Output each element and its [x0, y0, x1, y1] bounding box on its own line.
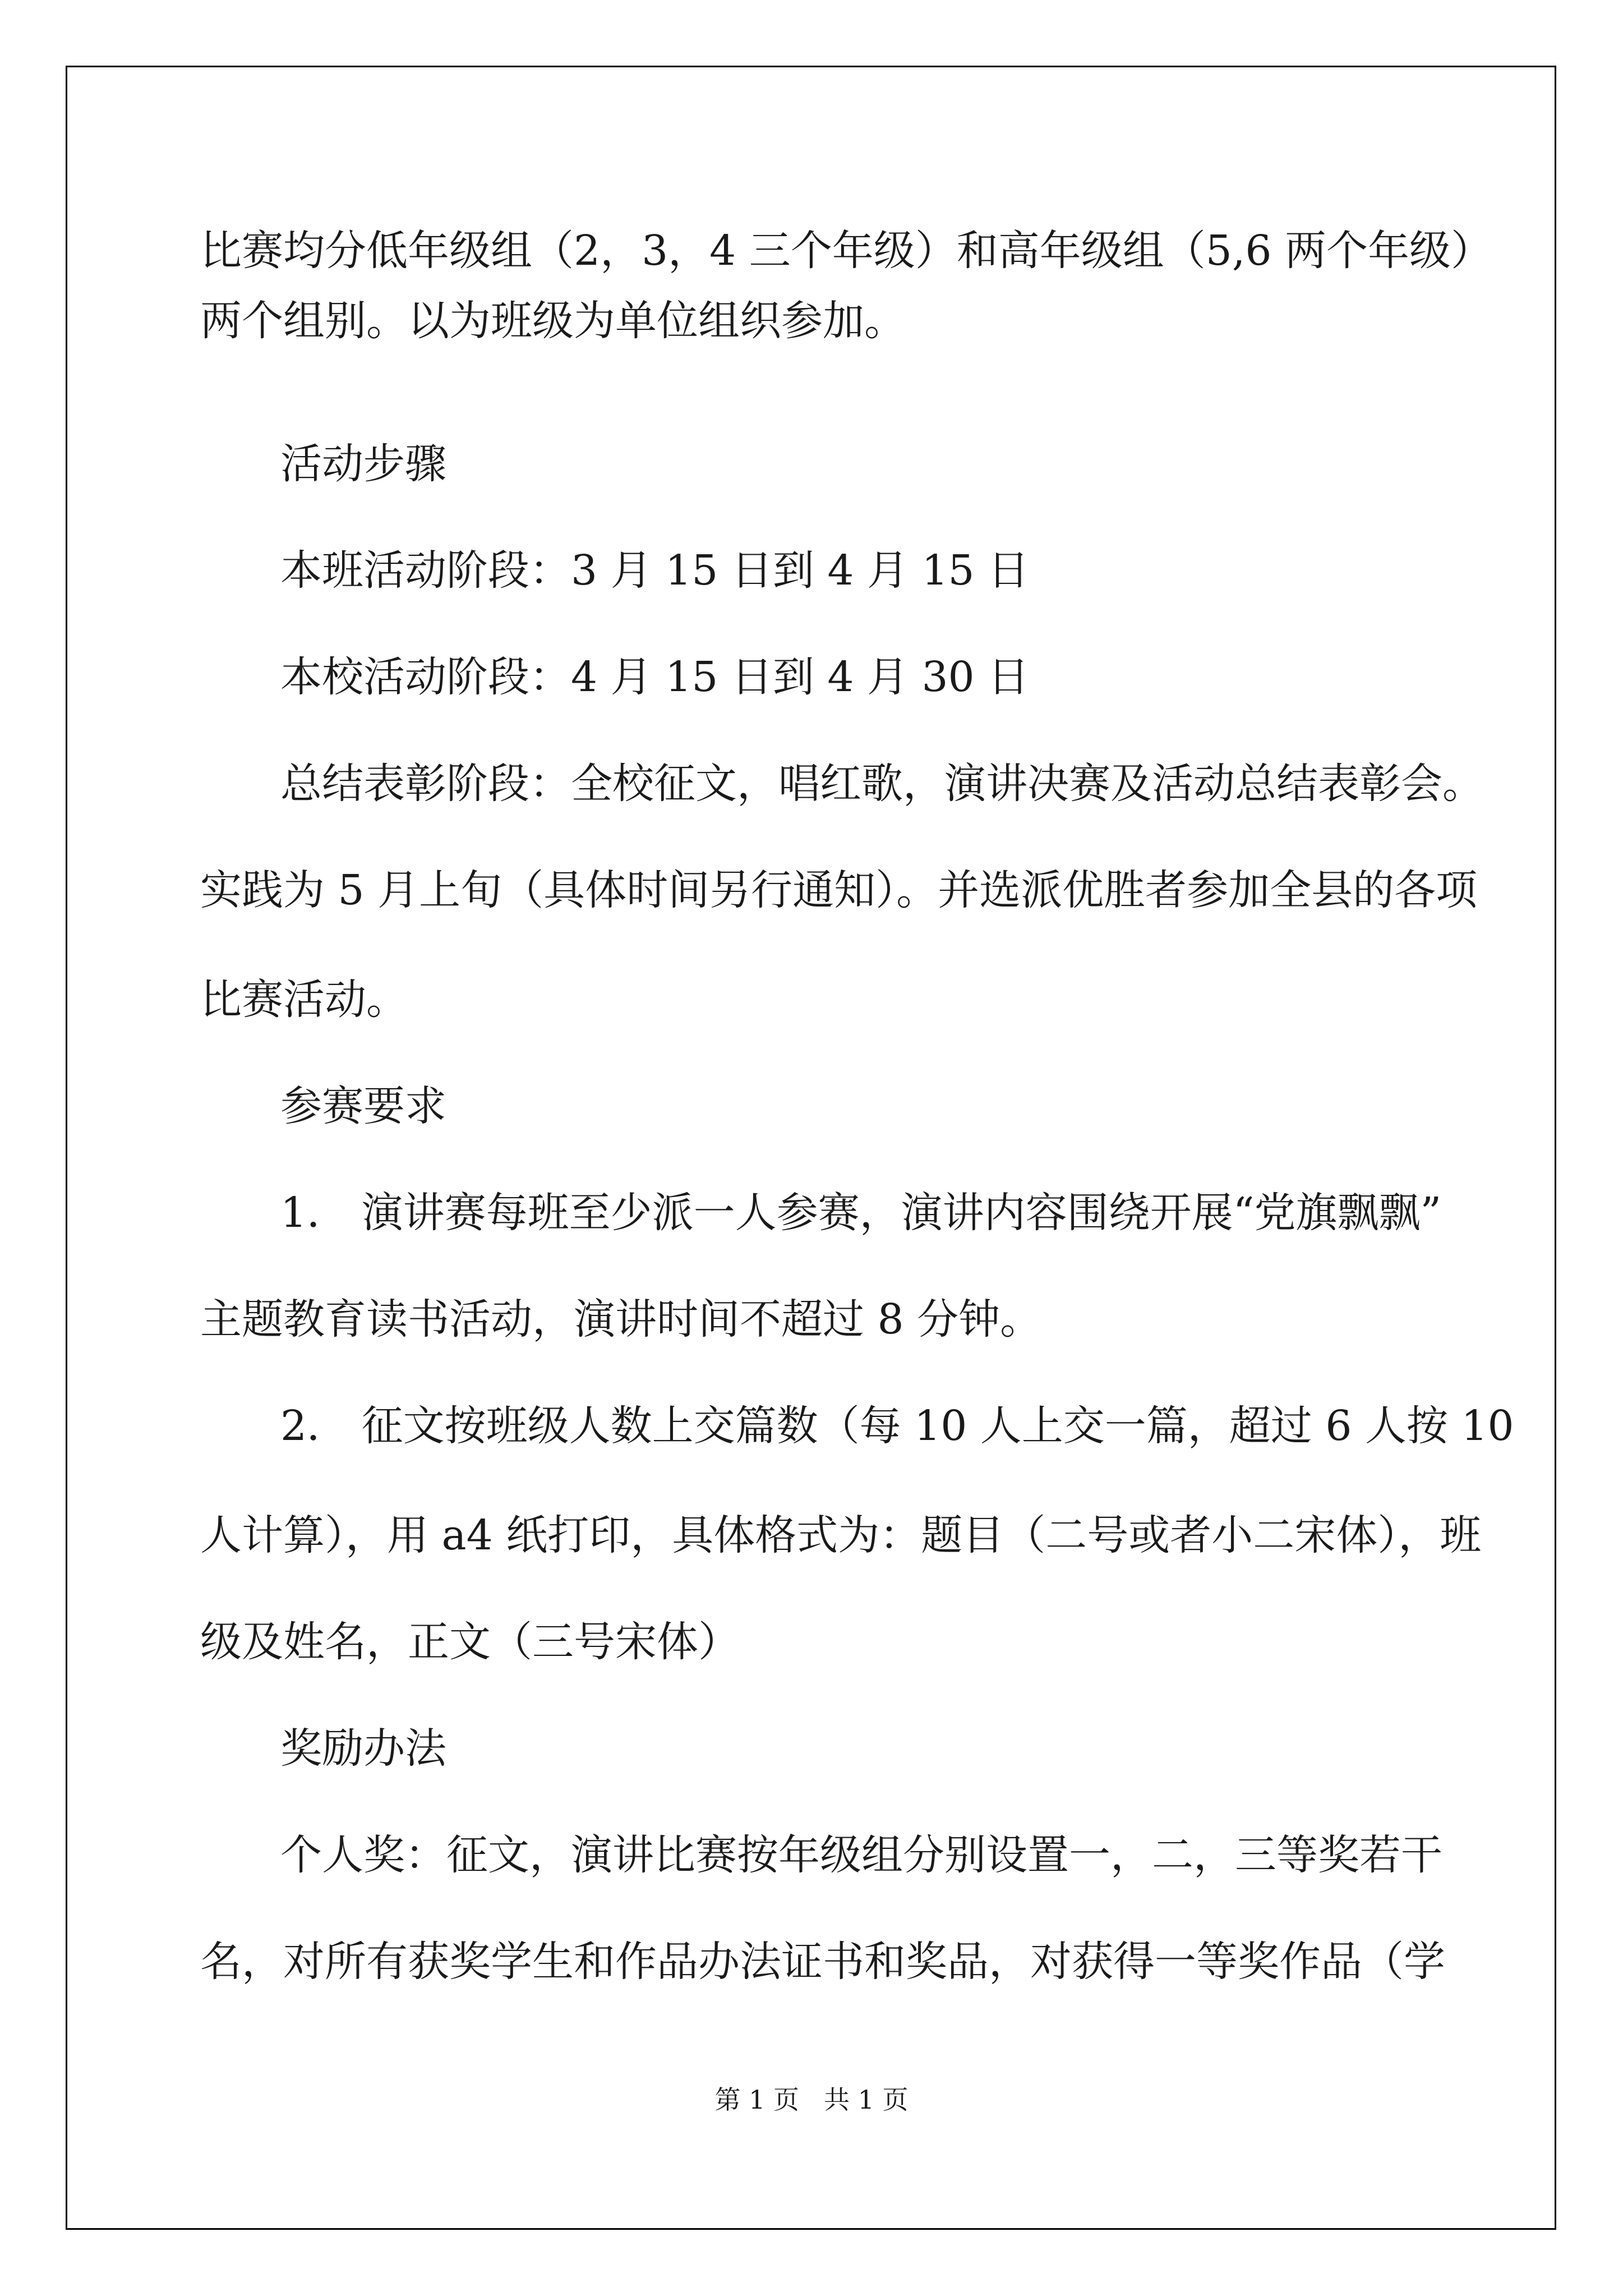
- section-heading-awards: 奖励办法: [280, 1724, 446, 1773]
- section-heading-requirements: 参赛要求: [280, 1082, 446, 1130]
- body-line: 级及姓名，正文（三号宋体）: [200, 1618, 740, 1666]
- section-heading-steps: 活动步骤: [280, 440, 446, 488]
- body-line: 比赛均分低年级组（2，3，4 三个年级）和高年级组（5,6 两个年级）: [200, 227, 1492, 275]
- page-number-total: 共 1 页: [824, 2085, 909, 2115]
- body-line: 总结表彰阶段：全校征文，唱红歌，演讲决赛及活动总结表彰会。: [280, 760, 1484, 808]
- page-number-current: 第 1 页: [714, 2085, 799, 2115]
- body-line: 本校活动阶段：4 月 15 日到 4 月 30 日: [280, 653, 1030, 701]
- page-border: [66, 66, 1556, 2230]
- list-item: 2． 征文按班级人数上交篇数（每 10 人上交一篇，超过 6 人按 10: [280, 1402, 1514, 1450]
- list-item: 1． 演讲赛每班至少派一人参赛，演讲内容围绕开展“党旗飘飘”: [280, 1189, 1442, 1237]
- page-footer: [0, 2087, 1623, 2113]
- body-line: 两个组别。以为班级为单位组织参加。: [200, 297, 906, 345]
- body-line: 人计算），用 a4 纸打印，具体格式为：题目（二号或者小二宋体），班: [200, 1511, 1482, 1559]
- body-line: 名，对所有获奖学生和作品办法证书和奖品，对获得一等奖作品（学: [200, 1938, 1445, 1986]
- body-line: 比赛活动。: [200, 976, 408, 1024]
- body-line: 实践为 5 月上旬（具体时间另行通知）。并选派优胜者参加全县的各项: [200, 866, 1478, 914]
- body-line: 本班活动阶段：3 月 15 日到 4 月 15 日: [280, 546, 1030, 595]
- body-line: 个人奖：征文，演讲比赛按年级组分别设置一，二，三等奖若干: [280, 1831, 1442, 1879]
- body-line: 主题教育读书活动，演讲时间不超过 8 分钟。: [200, 1295, 1042, 1343]
